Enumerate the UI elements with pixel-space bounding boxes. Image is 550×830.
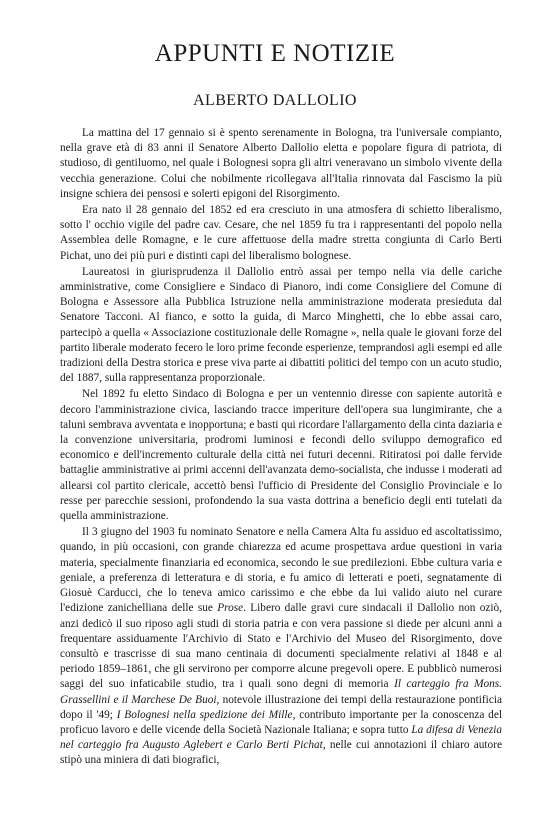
article-author: ALBERTO DALLOLIO xyxy=(193,92,357,109)
paragraph xyxy=(60,265,502,387)
book-title: Il carteggio fra Mons. Grassellini e il Marchese De Buoi xyxy=(60,678,502,706)
text-run: , contributo importante per la conoscenza del proficuo lavoro e delle vicende della Società Nazionale Italiana; e sopra tutto xyxy=(60,708,502,736)
paragraph xyxy=(60,203,502,264)
paragraph xyxy=(60,525,502,768)
text-run: La mattina del 17 gennaio si è spento serenamente in Bologna, tra l'universale compianto, nella grave età di 83 anni il Senatore Alberto Dallolio eletta e popolare figura di patriota, di studioso, di gentiluomo, nel quale i Bolognesi sopra gli altri veneravano un simbolo vivente della vecchia generazione. Colui che nobilmente ricollegava all'Italia rinnovata dal Fascismo la più insigne schiera dei pensosi e solerti epigoni del Risorgimento. xyxy=(60,127,502,200)
paragraph xyxy=(60,126,502,202)
text-run: Il 3 giugno del 1903 fu nominato Senatore e nella Camera Alta fu assiduo ed ascoltatissimo, quando, in più occasioni, con grande chiarezza ed acume prospettava ardue questioni in varia materia, specialmente finanziaria ed economica, secondo le sue predilezioni. Ebbe cultura varia e geniale, a preferenza di letteratura e di storia, e fu amico di letterati e poeti, segnatamente di Giosuè Carducci, che lo teneva amico carissimo e che ebbe da lui valido aiuto nel curare l'edizione zanichelliana delle sue xyxy=(60,526,502,615)
article-body xyxy=(60,126,502,770)
book-title: Prose xyxy=(217,602,244,615)
paragraph xyxy=(60,387,502,524)
text-run: Laureatosi in giurisprudenza il Dallolio entrò assai per tempo nella via delle cariche amministrative, come Consigliere e Sindaco di Pianoro, indi come Consigliere del Comune di Bologna e Assessore alla Pubblica Istruzione nella amministrazione moderata presieduta dal Senatore Tacconi. Al fianco, e sotto la guida, di Marco Minghetti, che lo ebbe assai caro, partecipò a quella « Associazione costituzionale delle Romagne », nella quale le giovani forze del partito liberale moderato fecero le loro prime feconde esperienze, temprandosi agli esempi ed alle tradizioni della Destra storica e prese viva parte ai dibattiti politici del tempo con un acuto studio, del 1887, sulla rappresentanza proporzionale. xyxy=(60,265,502,385)
section-title: APPUNTI E NOTIZIE xyxy=(154,40,396,67)
text-run: , nelle cui annotazioni il chiaro autore stipò una miniera di dati biografici, xyxy=(60,739,502,767)
book-title: La difesa di Venezia nel carteggio fra Augusto Aglebert e Carlo Berti Pichat xyxy=(60,723,502,752)
text-run: Era nato il 28 gennaio del 1852 ed era cresciuto in una atmosfera di schietto liberalismo, sotto l' occhio vigile del padre cav. Cesare, che nel 1859 fu tra i rappresentanti del popolo nella Assemblea delle Romagne, e le cure affettuose della madre stretta congiunta di Carlo Berti Pichat, uno dei più puri e distinti capi del liberalismo bolognese. xyxy=(60,204,502,262)
text-run: , notevole illustrazione dei tempi della restaurazione pontificia dopo il '49; xyxy=(60,693,502,721)
text-run: . Libero dalle gravi cure sindacali il Dallolio non oziò, anzi dedicò il suo riposo agli studi di storia patria e con vera passione si diede per alcuni anni a frequentare assiduamente l'Archivio di Stato e l'Archivio del Museo del Risorgimento, dove consultò e trascrisse di sua mano centinaia di documenti specialmente relativi al 1848 e al periodo 1859–1861, che gli servirono per comporre alcune pregevoli opere. E pubblicò numerosi saggi del suo infaticabile studio, tra i quali sono degni di memoria xyxy=(60,602,502,691)
text-run: Nel 1892 fu eletto Sindaco di Bologna e per un ventennio diresse con sapiente autorità e decoro l'amministrazione civica, lasciando tracce imperiture dell'opera sua lungimirante, che a taluni sembrava avventata e inopportuna; e basti qui ricordare l'allargamento della cinta daziaria e la convenzione universitaria, prodromi luminosi e fecondi dello sviluppo demografico ed economico e dell'incremento culturale della città nei futuri decenni. Ritiratosi poi dalle fervide battaglie amministrative ai primi accenni dell'avanzata demo-socialista, che indusse i moderati ad allearsi col partito clericale, accettò bensì l'ufficio di Presidente del Consiglio Provinciale e lo resse per parecchie sessioni, profondendo la sua vasta dottrina a beneficio degli enti tutelati da quella amministrazione. xyxy=(60,388,502,523)
book-title: I Bolognesi nella spedizione dei Mille xyxy=(116,708,293,721)
